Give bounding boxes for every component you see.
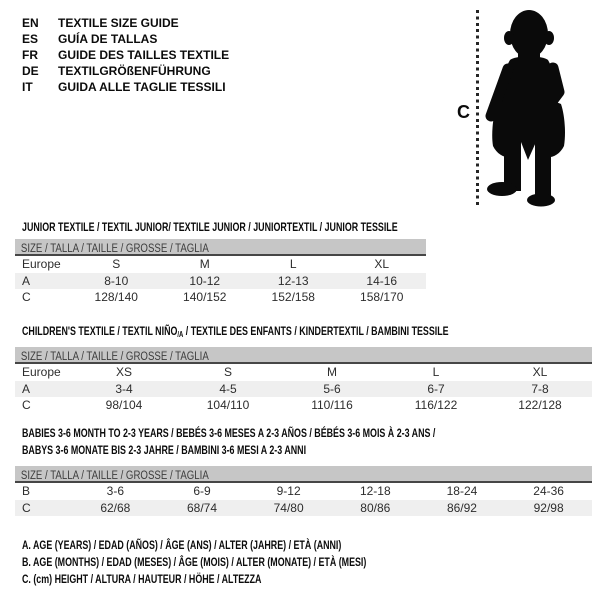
children-title-main: CHILDREN'S TEXTILE / TEXTIL NIÑO (22, 324, 178, 338)
size-value: 3-4 (72, 381, 176, 398)
size-value: XL (374, 257, 390, 272)
size-value: 110/116 (311, 398, 353, 413)
row-label: C (22, 398, 31, 413)
size-value: L (432, 365, 440, 380)
row-label: A (15, 381, 72, 398)
size-value: 10-12 (161, 273, 250, 290)
babies-size-table (15, 466, 592, 516)
language-code: EN (22, 16, 39, 30)
children-title-subscript: /A (177, 330, 184, 339)
size-value: 86/92 (419, 500, 506, 517)
size-value: 14-16 (338, 273, 427, 290)
language-title: GUIDE DES TAILLES TEXTILE (58, 48, 230, 62)
row-label: Europe (22, 365, 61, 380)
size-header-label: SIZE / TALLA / TAILLE / GRÖSSE / TAGLIA (20, 470, 209, 482)
size-value: 7-8 (488, 381, 592, 398)
size-header-label: SIZE / TALLA / TAILLE / GRÖSSE / TAGLIA (20, 351, 209, 363)
language-row (22, 63, 229, 79)
footnote-line: C. (cm) HEIGHT / ALTURA / HAUTEUR / HÖHE / ALTEZZA (22, 572, 262, 587)
language-list (22, 15, 229, 95)
row-label: C (22, 290, 31, 305)
language-title: TEXTILE SIZE GUIDE (58, 16, 179, 30)
size-value: 8-10 (72, 273, 161, 290)
table-row (15, 500, 592, 517)
table-row (15, 256, 426, 273)
row-label: Europe (22, 257, 61, 272)
table-row (15, 289, 426, 306)
language-code: IT (22, 80, 33, 94)
height-measure-label: C (457, 102, 470, 122)
size-value: 6-7 (384, 381, 488, 398)
language-row (22, 15, 229, 31)
size-value: 80/86 (332, 500, 419, 517)
size-value: 68/74 (159, 500, 246, 517)
size-header-bar (15, 239, 426, 256)
size-value: 4-5 (176, 381, 280, 398)
row-label: A (15, 273, 72, 290)
size-value: 128/140 (94, 290, 138, 305)
row-label: B (22, 484, 31, 499)
children-size-table (15, 347, 592, 414)
row-label: C (15, 500, 72, 517)
footnotes (22, 537, 366, 589)
size-value: 140/152 (183, 290, 227, 305)
baby-silhouette-image (480, 8, 575, 210)
size-value: 92/98 (505, 500, 592, 517)
size-value: S (112, 257, 121, 272)
language-row (22, 79, 229, 95)
size-value: 12-13 (249, 273, 338, 290)
table-row (15, 397, 592, 414)
babies-title-line2: BABYS 3-6 MONATE BIS 2-3 JAHRE / BAMBINI 3-6 MESI A 2-3 ANNI (22, 443, 307, 457)
size-value: M (327, 365, 337, 380)
language-title: GUÍA DE TALLAS (58, 32, 158, 46)
size-value: 116/122 (414, 398, 458, 413)
size-value: 12-18 (359, 484, 391, 499)
size-value: 6-9 (193, 484, 211, 499)
babies-title-line1: BABIES 3-6 MONTH TO 2-3 YEARS / BEBÉS 3-6 MESES A 2-3 AÑOS / BÉBÉS 3-6 MOIS À 2-3 ANS / (22, 426, 436, 440)
size-header-bar (15, 347, 592, 364)
children-section-title (22, 324, 449, 339)
footnote-line: B. AGE (MONTHS) / EDAD (MESES) / ÂGE (MOIS) / ALTER (MONATE) / ETÀ (MESI) (22, 555, 367, 570)
size-value: 98/104 (105, 398, 143, 413)
language-code: DE (22, 64, 39, 78)
size-value: 158/170 (360, 290, 404, 305)
size-value: 18-24 (446, 484, 478, 499)
size-value: XS (115, 365, 132, 380)
language-title: GUIDA ALLE TAGLIE TESSILI (58, 80, 226, 94)
size-value: 152/158 (271, 290, 315, 305)
language-row (22, 47, 229, 63)
babies-section-title (22, 425, 435, 459)
size-value: 3-6 (106, 484, 124, 499)
size-value: 24-36 (533, 484, 564, 499)
size-value: XL (532, 365, 548, 380)
size-value: M (199, 257, 210, 272)
footnote-line: A. AGE (YEARS) / EDAD (AÑOS) / ÂGE (ANS) / ALTER (JAHRE) / ETÀ (ANNI) (22, 538, 342, 552)
size-value: 5-6 (280, 381, 384, 398)
junior-section-title: JUNIOR TEXTILE / TEXTIL JUNIOR/ TEXTILE JUNIOR / JUNIORTEXTIL / JUNIOR TESSILE (22, 220, 398, 234)
table-row (15, 483, 592, 500)
size-value: 9-12 (276, 484, 301, 499)
table-row (15, 364, 592, 381)
children-title-rest: / TEXTILE DES ENFANTS / KINDERTEXTIL / BAMBINI TESSILE (183, 324, 449, 338)
language-row (22, 31, 229, 47)
size-header-label: SIZE / TALLA / TAILLE / GRÖSSE / TAGLIA (20, 243, 209, 255)
size-value: 104/110 (206, 398, 250, 413)
size-header-bar (15, 466, 592, 483)
language-title: TEXTILGRÖßENFÜHRUNG (58, 64, 211, 78)
language-code: FR (22, 48, 38, 62)
table-row (15, 381, 592, 398)
table-row (15, 273, 426, 290)
size-value: 122/128 (518, 398, 562, 413)
size-value: S (223, 365, 232, 380)
language-code: ES (22, 32, 39, 46)
height-dashed-line (476, 10, 479, 206)
size-value: L (289, 257, 297, 272)
junior-size-table (15, 239, 426, 306)
size-value: 62/68 (72, 500, 159, 517)
size-value: 74/80 (245, 500, 332, 517)
